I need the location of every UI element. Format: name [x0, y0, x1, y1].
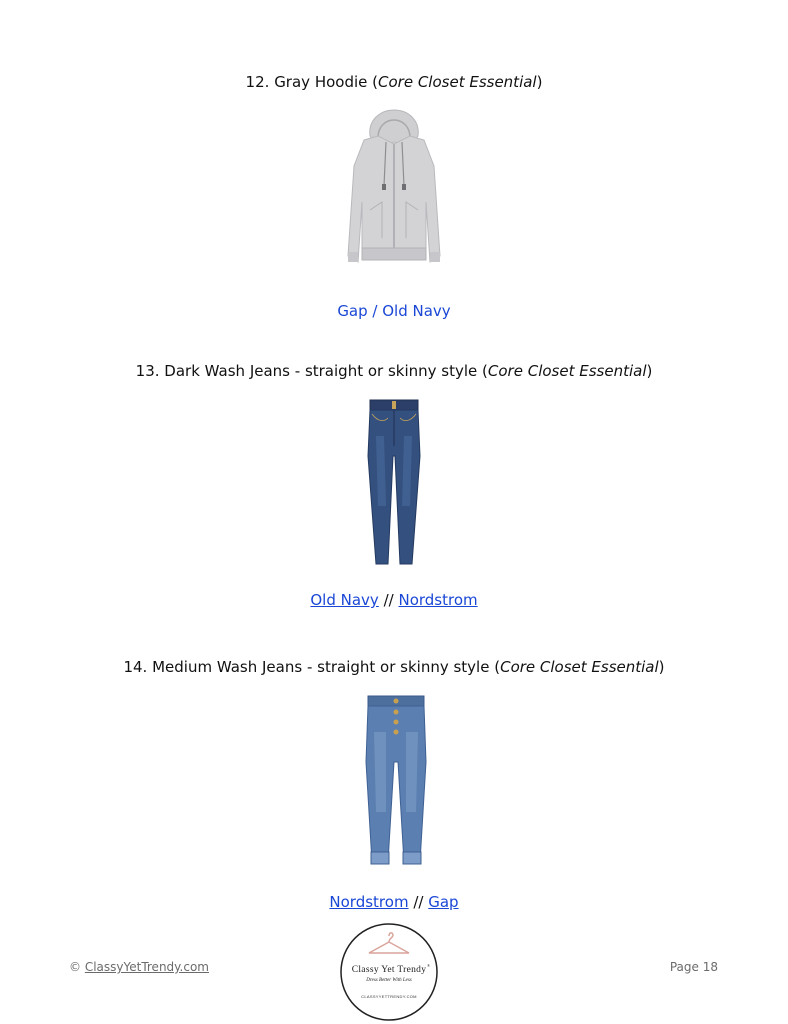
item-title-14: [0, 657, 788, 677]
item-name: Medium Wash Jeans: [152, 658, 303, 676]
open-paren: (: [372, 73, 379, 91]
item-number: 13.: [135, 362, 160, 380]
page-number: Page 18: [669, 960, 718, 974]
essential-label: Core Closet Essential: [500, 658, 659, 676]
link-separator: //: [383, 591, 394, 609]
item-13-links: [0, 590, 788, 610]
link-separator: //: [413, 893, 424, 911]
open-paren: (: [482, 362, 488, 380]
gray-hoodie-image: [330, 106, 458, 272]
close-paren: ): [658, 658, 665, 676]
logo-brand: Classy Yet Trendy: [351, 965, 427, 975]
close-paren: ): [536, 73, 543, 91]
essential-label: Core Closet Essential: [487, 362, 647, 380]
logo-registered: ®: [427, 963, 431, 968]
medium-wash-jeans-image: [358, 692, 434, 874]
old-navy-link[interactable]: Old Navy: [310, 591, 379, 609]
item-name: Gray Hoodie: [274, 73, 368, 91]
classy-yet-trendy-logo: [339, 922, 439, 1022]
item-title-12: [0, 72, 788, 92]
logo-tagline: Dress Better With Less: [366, 978, 412, 983]
gap-old-navy-link[interactable]: Gap / Old Navy: [337, 302, 451, 320]
dark-wash-jeans-image: [358, 396, 430, 568]
item-qualifier: - straight or skinny style: [294, 362, 478, 380]
close-paren: ): [646, 362, 653, 380]
essential-label: Core Closet Essential: [378, 73, 537, 91]
item-14-links: [0, 892, 788, 912]
item-number: 14.: [123, 658, 148, 676]
copyright-symbol: ©: [69, 960, 81, 974]
item-12-links: [0, 301, 788, 321]
item-qualifier: - straight or skinny style: [306, 658, 490, 676]
item-number: 12.: [245, 73, 270, 91]
item-title-13: [0, 361, 788, 381]
footer-copyright: [69, 960, 209, 974]
nordstrom-link[interactable]: Nordstrom: [398, 591, 478, 609]
item-name: Dark Wash Jeans: [164, 362, 290, 380]
site-link[interactable]: ClassyYetTrendy.com: [84, 960, 209, 974]
logo-url: CLASSYYETTRENDY.COM: [361, 994, 417, 999]
nordstrom-link[interactable]: Nordstrom: [329, 893, 409, 911]
open-paren: (: [494, 658, 501, 676]
gap-link[interactable]: Gap: [428, 893, 459, 911]
